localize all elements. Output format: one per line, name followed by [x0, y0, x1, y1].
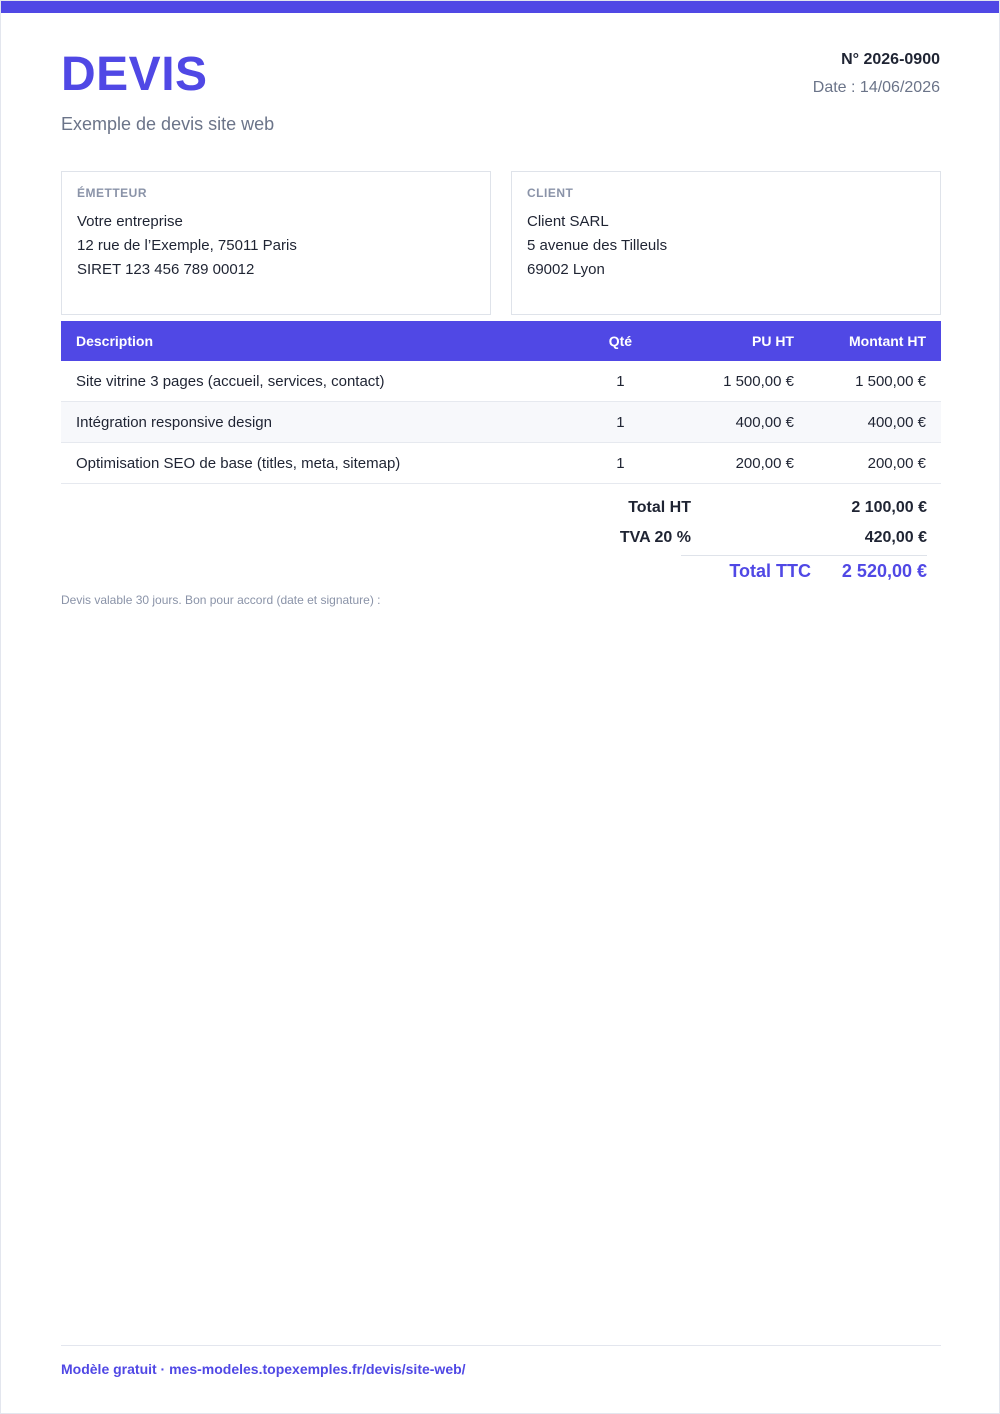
quote-date: Date : 14/06/2026	[812, 79, 940, 96]
header-description: Description	[76, 333, 154, 349]
cell-quantity: 1	[564, 402, 677, 443]
header-amount: Montant HT	[849, 333, 926, 349]
client-line: 5 avenue des Tilleuls	[527, 237, 668, 254]
cell-quantity: 1	[564, 361, 677, 402]
validity-note: Devis valable 30 jours. Bon pour accord (date et signature) :	[61, 593, 381, 607]
tva-row	[561, 525, 927, 555]
total-ttc-value: 2 520,00 €	[841, 561, 927, 581]
table-row	[61, 361, 941, 402]
document-title: DEVIS	[61, 48, 208, 101]
emitter-line: SIRET 123 456 789 00012	[77, 261, 255, 278]
cell-amount: 200,00 €	[809, 443, 941, 484]
total-ht-value: 2 100,00 €	[851, 499, 927, 516]
client-label: CLIENT	[527, 186, 574, 200]
cell-quantity: 1	[564, 443, 677, 484]
quote-meta	[813, 51, 940, 97]
cell-unit-price: 200,00 €	[677, 443, 809, 484]
emitter-box	[61, 171, 491, 315]
total-ht-label: Total HT	[628, 499, 691, 516]
document-subtitle: Exemple de devis site web	[61, 114, 275, 134]
client-line: Client SARL	[527, 213, 609, 230]
cell-description: Intégration responsive design	[61, 402, 564, 443]
total-ttc-row	[681, 555, 927, 590]
cell-unit-price: 1 500,00 €	[677, 361, 809, 402]
emitter-line: 12 rue de l’Exemple, 75011 Paris	[77, 237, 297, 254]
tva-value: 420,00 €	[864, 529, 927, 546]
total-ttc-label: Total TTC	[729, 561, 811, 581]
cell-amount: 1 500,00 €	[809, 361, 941, 402]
tva-label: TVA 20 %	[619, 529, 691, 546]
quote-number: N° 2026-0900	[841, 51, 940, 68]
table-header-row	[61, 321, 941, 361]
cell-amount: 400,00 €	[809, 402, 941, 443]
client-box	[511, 171, 941, 315]
emitter-label: ÉMETTEUR	[77, 186, 147, 200]
emitter-line: Votre entreprise	[77, 213, 183, 230]
items-table	[61, 321, 941, 484]
table-row	[61, 443, 941, 484]
footer-link[interactable]: Modèle gratuit · mes-modeles.topexemples.fr/devis/site-web/	[61, 1361, 466, 1377]
cell-description: Site vitrine 3 pages (accueil, services, contact)	[61, 361, 564, 402]
footer-divider	[61, 1345, 941, 1346]
cell-unit-price: 400,00 €	[677, 402, 809, 443]
client-line: 69002 Lyon	[527, 261, 605, 278]
table-row	[61, 402, 941, 443]
totals-block	[561, 495, 927, 590]
cell-description: Optimisation SEO de base (titles, meta, sitemap)	[61, 443, 564, 484]
accent-bar	[1, 1, 999, 13]
total-ht-row	[561, 495, 927, 525]
header-unit-price: PU HT	[751, 333, 794, 349]
header-quantity: Qté	[608, 333, 633, 349]
